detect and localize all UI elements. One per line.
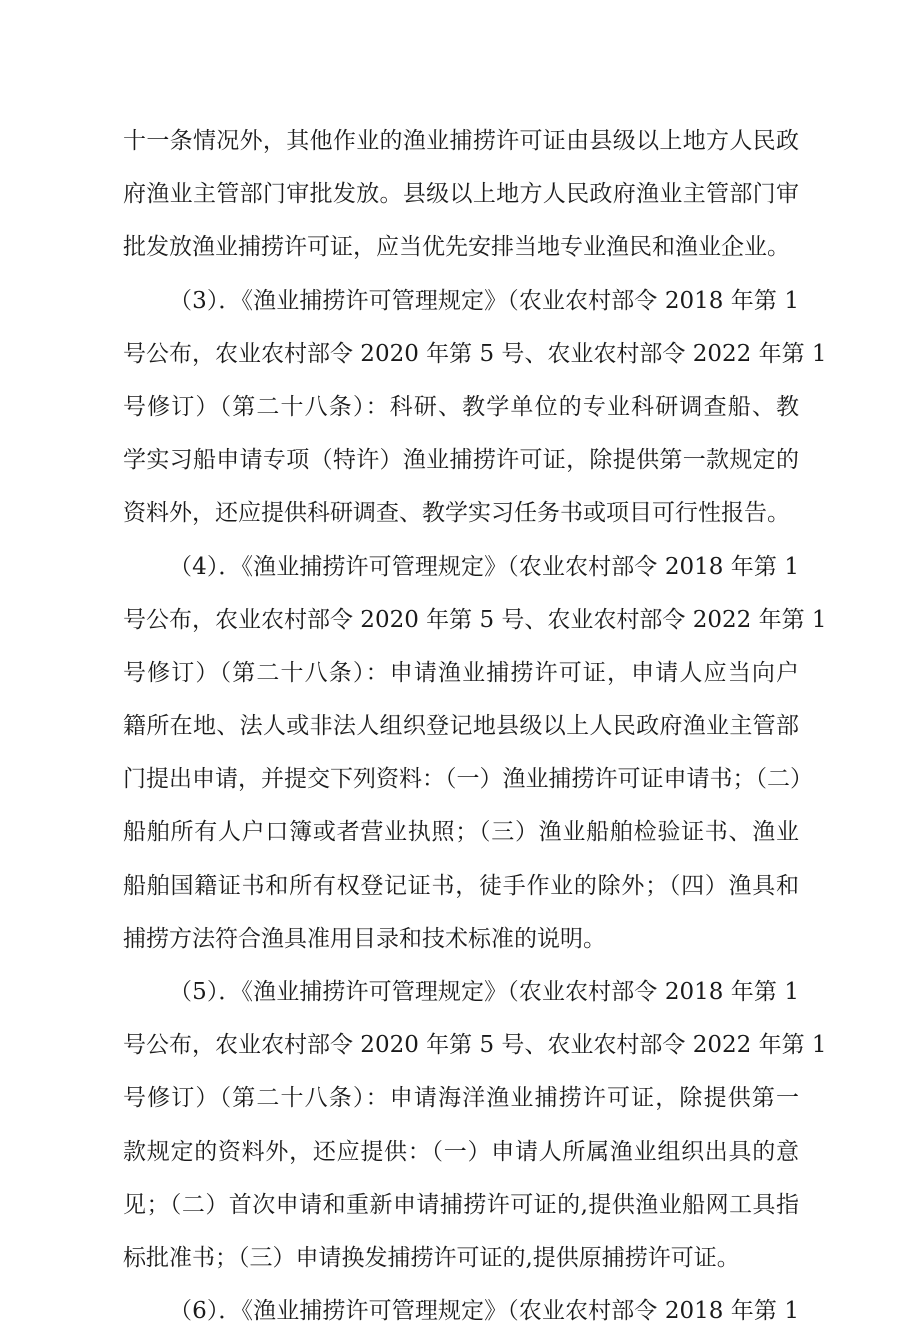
text-line: 标批准书；（三）申请换发捕捞许可证的,提供原捕捞许可证。 [123,1244,740,1271]
text-line: （5）．《渔业捕捞许可管理规定》（农业农村部令 2018 年第 1 [169,979,799,1005]
text-line: （4）．《渔业捕捞许可管理规定》（农业农村部令 2018 年第 1 [169,553,799,580]
text-line: 府渔业主管部门审批发放。县级以上地方人民政府渔业主管部门审 [123,181,799,208]
text-line: 资料外，还应提供科研调查、教学实习任务书或项目可行性报告。 [123,500,790,527]
text-line: 门提出申请，并提交下列资料：（一）渔业捕捞许可证申请书；（二） [123,766,813,793]
text-line: （6）．《渔业捕捞许可管理规定》（农业农村部令 2018 年第 1 [169,1298,799,1325]
text-line: 批发放渔业捕捞许可证，应当优先安排当地专业渔民和渔业企业。 [123,234,790,261]
text-line: 学实习船申请专项（特许）渔业捕捞许可证，除提供第一款规定的 [123,447,799,474]
text-line: （3）．《渔业捕捞许可管理规定》（农业农村部令 2018 年第 1 [169,287,799,314]
text-line: 款规定的资料外，还应提供：（一）申请人所属渔业组织出具的意 [123,1138,799,1165]
text-line: 船舶所有人户口簿或者营业执照；（三）渔业船舶检验证书、渔业 [123,819,799,846]
text-line: 号公布，农业农村部令 2020 年第 5 号、农业农村部令 2022 年第 1 [123,606,827,633]
text-line: 号公布，农业农村部令 2020 年第 5 号、农业农村部令 2022 年第 1 [123,340,827,367]
text-line: 号修订）（第二十八条）：申请海洋渔业捕捞许可证，除提供第一 [123,1085,799,1112]
text-line: 船舶国籍证书和所有权登记证书，徒手作业的除外；（四）渔具和 [123,872,799,899]
document-body [123,115,827,1338]
text-line: 十一条情况外，其他作业的渔业捕捞许可证由县级以上地方人民政 [123,128,799,154]
text-line: 见；（二）首次申请和重新申请捕捞许可证的,提供渔业船网工具指 [123,1191,799,1218]
text-line: 捕捞方法符合渔具准用目录和技术标准的说明。 [123,925,606,952]
text-line: 号公布，农业农村部令 2020 年第 5 号、农业农村部令 2022 年第 1 [123,1032,827,1059]
text-line: 号修订）（第二十八条）：申请渔业捕捞许可证，申请人应当向户 [123,659,799,686]
text-line: 号修订）（第二十八条）：科研、教学单位的专业科研调查船、教 [123,393,799,420]
text-line: 籍所在地、法人或非法人组织登记地县级以上人民政府渔业主管部 [123,713,799,740]
